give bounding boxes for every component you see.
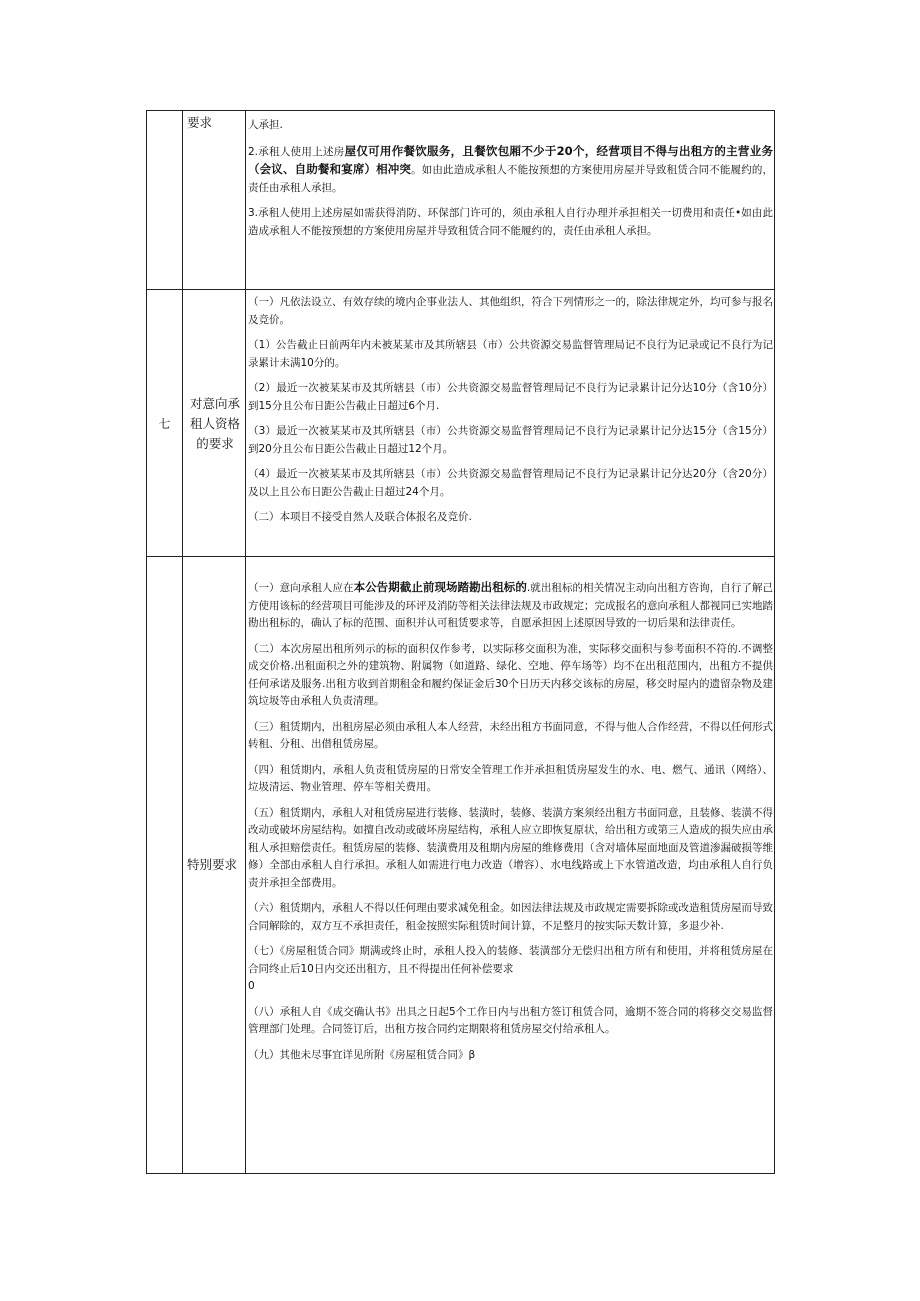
row-number-cell <box>147 557 183 1174</box>
paragraph: （3）最近一次被某某市及其所辖县（市）公共资源交易监督管理局记不良行为记录累计记分达15分（含15分）到20分且公布日距公告截止日超过12个月。 <box>248 425 773 455</box>
paragraph: 2.承租人使用上述房屋仅可用作餐饮服务，且餐饮包厢不少于20个，经营项目不得与出租方的主营业务（会议、自助餐和宴席）相冲突。如由此造成承租人不能按预想的方案使用房屋并导致租赁合同不能履约的，责任由承租人承担。 <box>248 143 774 194</box>
announcement-table <box>146 110 775 1174</box>
paragraph: （八）承租人自《成交确认书》出具之日起5个工作日内与出租方签订租赁合同，逾期不签合同的将移交交易监督管理部门处理。合同签订后，出租方按合同约定期限将租赁房屋交付给承租人。 <box>248 1005 773 1035</box>
paragraph: （二）本项目不接受自然人及联合体报名及竞价. <box>248 511 472 523</box>
paragraph-tail: 0 <box>248 980 255 992</box>
row-content <box>246 290 775 557</box>
row-content <box>246 111 775 290</box>
paragraph: （六）租赁期内，承租人不得以任何理由要求减免租金。如因法律法规及市政规定需要拆除或改造租赁房屋而导致合同解除的，双方互不承担责任，租金按照实际租赁时间计算，不足整月的按实际天数计算，多退少补. <box>248 902 773 932</box>
paragraph: （四）租赁期内，承租人负责租赁房屋的日常安全管理工作并承担租赁房屋发生的水、电、燃气、通讯（网络）、垃圾清运、物业管理、停车等相关费用。 <box>248 763 773 793</box>
emphasis-text: 屋仅可用作餐饮服务，且餐饮包厢不少于20个，经营项目不得与出租方的主营业务（会议、自助餐和宴席）相冲突 <box>248 143 773 176</box>
row-label: 对意向承租人资格的要求 <box>183 290 246 557</box>
paragraph: （三）租赁期内，出租房屋必须由承租人本人经营，未经出租方书面同意，不得与他人合作经营，不得以任何形式转租、分租、出借租赁房屋。 <box>248 720 773 750</box>
paragraph: 3.承租人使用上述房屋如需获得消防、环保部门许可的，须由承租人自行办理并承担相关一切费用和责任•如由此造成承租人不能按预想的方案使用房屋并导致租赁合同不能履约的，责任由承租人承担。 <box>248 207 773 237</box>
paragraph: 人承担. <box>248 119 283 131</box>
table-row <box>147 111 775 290</box>
emphasis-text: 本公告期截止前现场踏勘出租标的 <box>353 580 527 594</box>
table-row <box>147 557 775 1174</box>
paragraph: （1）公告截止日前两年内未被某某市及其所辖县（市）公共资源交易监督管理局记不良行为记录或记不良行为记录累计未满10分的。 <box>248 339 773 369</box>
table-row <box>147 290 775 557</box>
paragraph: （五）租赁期内，承租人对租赁房屋进行装修、装潢时，装修、装潢方案须经出租方书面同意，且装修、装潢不得改动或破坏房屋结构。如擅自改动或破坏房屋结构，承租人应立即恢复原状，给出租方或第三人造成的损失应由承租人承担赔偿责任。租赁房屋的装修、装潢费用及租期内房屋的维修费用（含对墙体屋面地面及管道渗漏破损等维修）全部由承租人自行承担。承租人如需进行电力改造（增容）、水电线路或上下水管道改造，均由承租人自行负责并承担全部费用。 <box>248 806 773 889</box>
row-number: 七 <box>147 290 183 557</box>
paragraph: （2）最近一次被某某市及其所辖县（市）公共资源交易监督管理局记不良行为记录累计记分达10分（含10分）到15分且公布日距公告截止日超过6个月. <box>248 382 773 412</box>
paragraph: （4）最近一次被某某市及其所辖县（市）公共资源交易监督管理局记不良行为记录累计记分达20分（含20分）及以上且公布日距公告截止日超过24个月。 <box>248 468 773 498</box>
row-label: 要求 <box>183 111 246 290</box>
paragraph: （一）意向承租人应在本公告期截止前现场踏勘出租标的.就出租标的相关情况主动向出租方咨询，自行了解己方使用该标的经营项目可能涉及的环评及消防等相关法律法规及市政规定；完成报名的意向承租人都视同已实地踏勘出租标的，确认了标的范围、面积并认可租赁要求等，自愿承担因上述原因导致的一切后果和法律责任。 <box>248 580 774 629</box>
paragraph: （一）凡依法设立、有效存续的境内企事业法人、其他组织，符合下列情形之一的，除法律规定外，均可参与报名及竞价。 <box>248 296 773 326</box>
row-number-cell <box>147 111 183 290</box>
row-content <box>246 557 775 1174</box>
row-label: 特别要求 <box>183 557 246 1174</box>
paragraph: （七）《房屋租赁合同》期满或终止时，承租人投入的装修、装潢部分无偿归出租方所有和使用，并将租赁房屋在合同终止后10日内交还出租方，且不得提出任何补偿要求 <box>248 945 773 975</box>
paragraph: （九）其他未尽事宜详见所附《房屋租赁合同》β <box>248 1048 476 1061</box>
paragraph: （二）本次房屋出租所列示的标的面积仅作参考，以实际移交面积为准，实际移交面积与参考面积不符的.不调整成交价格.出租面积之外的建筑物、附属物（如道路、绿化、空地、停车场等）均不在出租范围内，出租方不提供任何承诺及服务.出租方收到首期租金和履约保证金后30个日历天内移交该标的房屋，移交时屋内的遗留杂物及建筑垃圾等由承租人负责清理。 <box>248 642 773 707</box>
